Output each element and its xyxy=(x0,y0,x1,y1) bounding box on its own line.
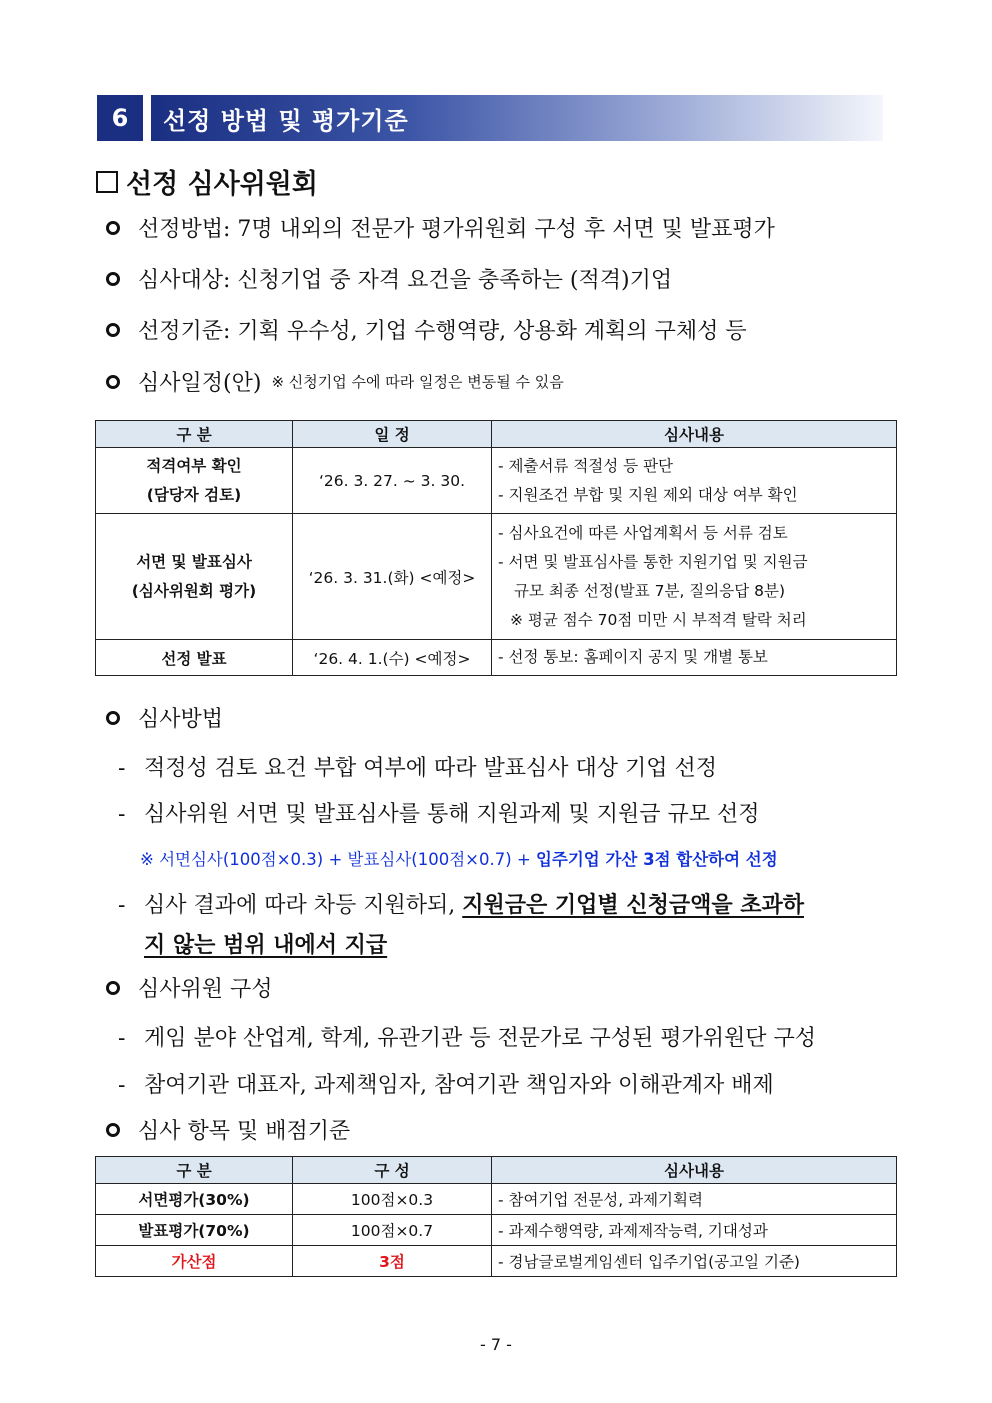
bullet-criteria xyxy=(106,314,747,345)
circle-bullet-icon xyxy=(106,1123,120,1137)
bullet-label: 심사 항목 및 배점기준 xyxy=(138,1119,351,1144)
committee-item: - 참여기관 대표자, 과제책임자, 참여기관 책임자와 이해관계자 배제 xyxy=(118,1073,774,1098)
bullet-schedule xyxy=(106,366,564,397)
row-category: 서면 및 발표심사 (심사위원회 평가) xyxy=(96,514,293,640)
bullet-label: 선정기준: xyxy=(138,319,231,344)
header-date: 일 정 xyxy=(293,421,492,448)
bullet-label: 심사방법 xyxy=(138,707,224,732)
bullet-scoring xyxy=(106,1114,350,1145)
circle-bullet-icon xyxy=(106,981,120,995)
circle-bullet-icon xyxy=(106,711,120,725)
section-number: 6 xyxy=(97,95,143,141)
row-date: ‘26. 3. 31.(화) <예정> xyxy=(293,514,492,640)
table-row xyxy=(96,1215,897,1246)
header-content: 심사내용 xyxy=(492,1157,897,1184)
heading-text: 선정 심사위원회 xyxy=(126,169,318,200)
circle-bullet-icon xyxy=(106,323,120,337)
bullet-text: 기획 우수성, 기업 수행역량, 상용화 계획의 구체성 등 xyxy=(237,319,747,344)
row-category: 적격여부 확인 (담당자 검토) xyxy=(96,448,293,514)
method-item: - 적정성 검토 요건 부합 여부에 따라 발표심사 대상 기업 선정 xyxy=(118,756,717,781)
row-date: ‘26. 3. 27. ~ 3. 30. xyxy=(293,448,492,514)
table-row xyxy=(96,1184,897,1215)
bullet-committee xyxy=(106,972,273,1003)
row-category: 발표평가(70%) xyxy=(96,1215,293,1246)
score-formula: ※ 서면심사(100점×0.3) + 발표심사(100점×0.7) + 입주기업 가산 3점 합산하여 선정 xyxy=(140,850,778,869)
checkbox-square-icon xyxy=(96,171,118,193)
method-item: - 심사 결과에 따라 차등 지원하되, 지원금은 기업별 신청금액을 초과하 xyxy=(118,892,805,918)
bullet-review-method xyxy=(106,702,223,733)
table-row xyxy=(96,448,897,514)
header-category: 구 분 xyxy=(96,421,293,448)
method-item: - 심사위원 서면 및 발표심사를 통해 지원과제 및 지원금 규모 선정 xyxy=(118,802,760,827)
row-category: 선정 발표 xyxy=(96,640,293,676)
schedule-note: ※ 신청기업 수에 따라 일정은 변동될 수 있음 xyxy=(271,373,564,391)
table-row xyxy=(96,640,897,676)
row-content: - 참여기업 전문성, 과제기획력 xyxy=(492,1184,897,1215)
bullet-label: 심사일정(안) xyxy=(138,371,262,396)
bullet-text: 7명 내외의 전문가 평가위원회 구성 후 서면 및 발표평가 xyxy=(237,217,775,242)
row-content: - 제출서류 적절성 등 판단 - 지원조건 부합 및 지원 제외 대상 여부 확인 xyxy=(492,448,897,514)
table-row xyxy=(96,514,897,640)
method-item-cont: 지 않는 범위 내에서 지급 xyxy=(144,932,388,958)
row-content: - 과제수행역량, 과제제작능력, 기대성과 xyxy=(492,1215,897,1246)
table-header-row xyxy=(96,421,897,448)
committee-item: - 게임 분야 산업계, 학계, 유관기관 등 전문가로 구성된 평가위원단 구성 xyxy=(118,1026,816,1051)
row-content: - 경남글로벌게임센터 입주기업(공고일 기준) xyxy=(492,1246,897,1277)
heading xyxy=(96,162,318,201)
bullet-target xyxy=(106,263,672,294)
circle-bullet-icon xyxy=(106,375,120,389)
row-composition: 100점×0.7 xyxy=(293,1215,492,1246)
circle-bullet-icon xyxy=(106,272,120,286)
page-number: - 7 - xyxy=(480,1335,512,1354)
header-category: 구 분 xyxy=(96,1157,293,1184)
row-composition: 100점×0.3 xyxy=(293,1184,492,1215)
row-date: ‘26. 4. 1.(수) <예정> xyxy=(293,640,492,676)
table-row xyxy=(96,1246,897,1277)
table-header-row xyxy=(96,1157,897,1184)
header-content: 심사내용 xyxy=(492,421,897,448)
row-composition: 3점 xyxy=(293,1246,492,1277)
bullet-label: 심사대상: xyxy=(138,268,231,293)
row-content: - 선정 통보: 홈페이지 공지 및 개별 통보 xyxy=(492,640,897,676)
header-composition: 구 성 xyxy=(293,1157,492,1184)
bullet-text: 신청기업 중 자격 요건을 충족하는 (적격)기업 xyxy=(237,268,673,293)
row-content: - 심사요건에 따른 사업계획서 등 서류 검토 - 서면 및 발표심사를 통한 지원기업 및 지원금 규모 최종 선정(발표 7분, 질의응답 8분) ※ 평균 점수 70점 미만 시 부적격 탈락 처리 xyxy=(492,514,897,640)
schedule-table xyxy=(95,420,897,676)
row-category: 가산점 xyxy=(96,1246,293,1277)
bullet-label: 심사위원 구성 xyxy=(138,977,273,1002)
bullet-label: 선정방법: xyxy=(138,217,231,242)
section-title: 선정 방법 및 평가기준 xyxy=(151,95,883,141)
bullet-method xyxy=(106,212,896,243)
scoring-table xyxy=(95,1156,897,1277)
row-category: 서면평가(30%) xyxy=(96,1184,293,1215)
circle-bullet-icon xyxy=(106,221,120,235)
